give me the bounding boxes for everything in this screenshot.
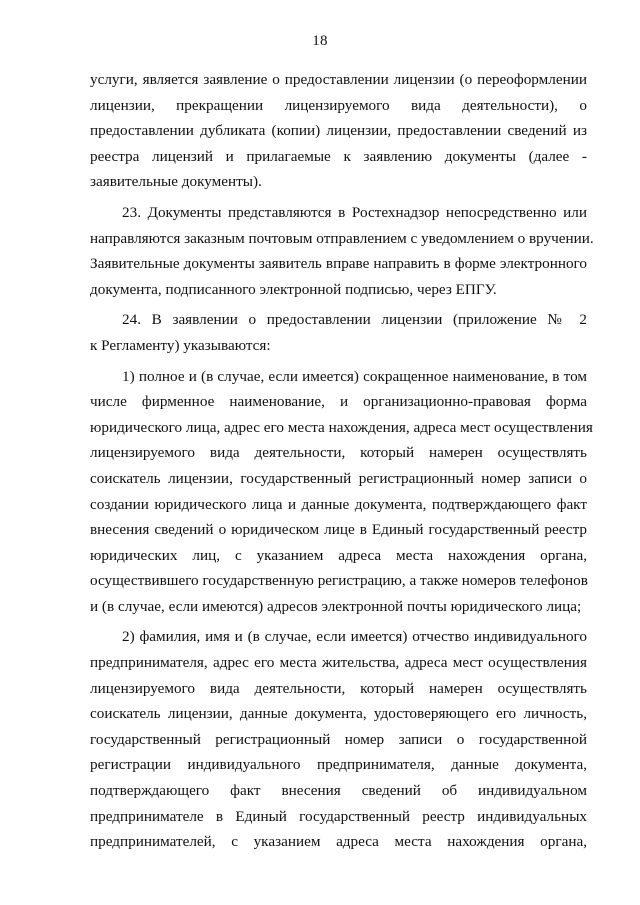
text-line: к Регламенту) указываются:: [90, 336, 271, 354]
text-line: документа, подписанного электронной подписью, через ЕПГУ.: [90, 280, 497, 298]
text-line: 23. Документы представляются в Ростехнадзор непосредственно или: [122, 203, 587, 221]
text-line: числе фирменное наименование, и организационно-правовая форма: [90, 393, 587, 411]
text-line: лицензии, прекращении лицензируемого вида деятельности), о: [90, 96, 587, 114]
text-line: соискатель лицензии, государственный регистрационный номер записи о: [90, 469, 587, 487]
text-line: создании юридического лица и данные документа, подтверждающего факт: [90, 495, 587, 513]
text-line: предпринимателей, с указанием адреса места нахождения органа,: [90, 833, 587, 851]
text-line: осуществившего государственную регистрацию, а также номеров телефонов: [90, 572, 588, 590]
text-line: и (в случае, если имеются) адресов электронной почты юридического лица;: [90, 597, 582, 615]
text-line: юридического лица, адрес его места нахождения, адреса мест осуществления: [90, 418, 593, 436]
text-line: 2) фамилия, имя и (в случае, если имеется) отчество индивидуального: [122, 628, 587, 646]
text-line: юридических лиц, с указанием адреса места нахождения органа,: [90, 546, 587, 564]
document-body: [90, 67, 594, 855]
text-line: предпринимателе в Единый государственный реестр индивидуальных: [90, 807, 587, 825]
text-line: Заявительные документы заявитель вправе направить в форме электронного: [90, 255, 587, 273]
text-line: внесения сведений о юридическом лице в Единый государственный реестр: [90, 521, 587, 539]
text-line: подтверждающего факт внесения сведений об индивидуальном: [90, 782, 587, 800]
text-line: лицензируемого вида деятельности, который намерен осуществлять: [90, 679, 587, 697]
text-line: услуги, является заявление о предоставлении лицензии (о переоформлении: [90, 71, 587, 88]
page-number: 18: [312, 33, 328, 49]
text-line: 24. В заявлении о предоставлении лицензии (приложение № 2: [122, 311, 587, 329]
text-line: 1) полное и (в случае, если имеется) сокращенное наименование, в том: [122, 367, 587, 385]
text-line: соискатель лицензии, данные документа, удостоверяющего его личность,: [90, 705, 587, 723]
text-line: направляются заказным почтовым отправлением с уведомлением о вручении.: [90, 229, 594, 247]
text-line: регистрации индивидуального предпринимателя, данные документа,: [90, 756, 587, 774]
text-line: заявительные документы).: [90, 173, 262, 191]
text-line: государственный регистрационный номер записи о государственной: [90, 730, 587, 748]
text-line: лицензируемого вида деятельности, который намерен осуществлять: [90, 444, 587, 462]
text-line: предпринимателя, адрес его места жительства, адреса мест осуществления: [90, 654, 587, 672]
text-line: реестра лицензий и прилагаемые к заявлению документы (далее -: [90, 147, 587, 165]
text-line: предоставлении дубликата (копии) лицензии, предоставлении сведений из: [90, 122, 587, 140]
